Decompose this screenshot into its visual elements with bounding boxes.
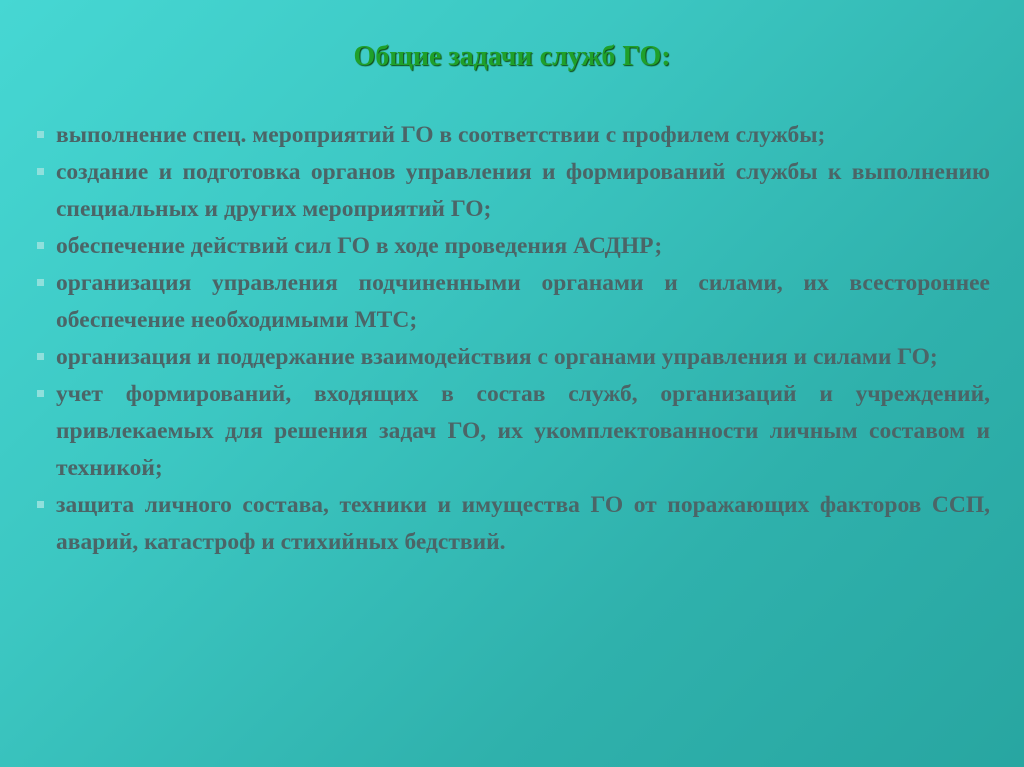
bullet-item <box>56 376 990 487</box>
bullet-text: выполнение спец. мероприятий ГО в соответствии с профилем службы; <box>56 122 826 148</box>
bullet-item <box>56 228 990 265</box>
bullet-square-icon <box>37 168 44 175</box>
bullet-square-icon <box>37 501 44 508</box>
bullet-item <box>56 339 990 376</box>
bullet-item <box>56 487 990 561</box>
bullet-list <box>56 117 990 561</box>
bullet-text: организация и поддержание взаимодействия с органами управления и силами ГО; <box>56 344 938 370</box>
bullet-item <box>56 265 990 339</box>
bullet-text: организация управления подчиненными органами и силами, их всестороннее обеспечение необходимыми МТС; <box>56 270 990 333</box>
bullet-square-icon <box>37 279 44 286</box>
bullet-square-icon <box>37 131 44 138</box>
bullet-square-icon <box>37 390 44 397</box>
bullet-text: защита личного состава, техники и имущества ГО от поражающих факторов ССП, аварий, катастроф и стихийных бедствий. <box>56 492 990 555</box>
bullet-item <box>56 154 990 228</box>
slide-title: Общие задачи служб ГО: <box>353 41 671 72</box>
bullet-square-icon <box>37 242 44 249</box>
bullet-item <box>56 117 990 154</box>
bullet-text: обеспечение действий сил ГО в ходе проведения АСДНР; <box>56 233 663 259</box>
bullet-text: создание и подготовка органов управления и формирований службы к выполнению специальных и других мероприятий ГО; <box>56 159 990 222</box>
bullet-text: учет формирований, входящих в состав служб, организаций и учреждений, привлекаемых для решения задач ГО, их укомплектованности личным составом и техникой; <box>56 381 990 481</box>
bullet-square-icon <box>37 353 44 360</box>
